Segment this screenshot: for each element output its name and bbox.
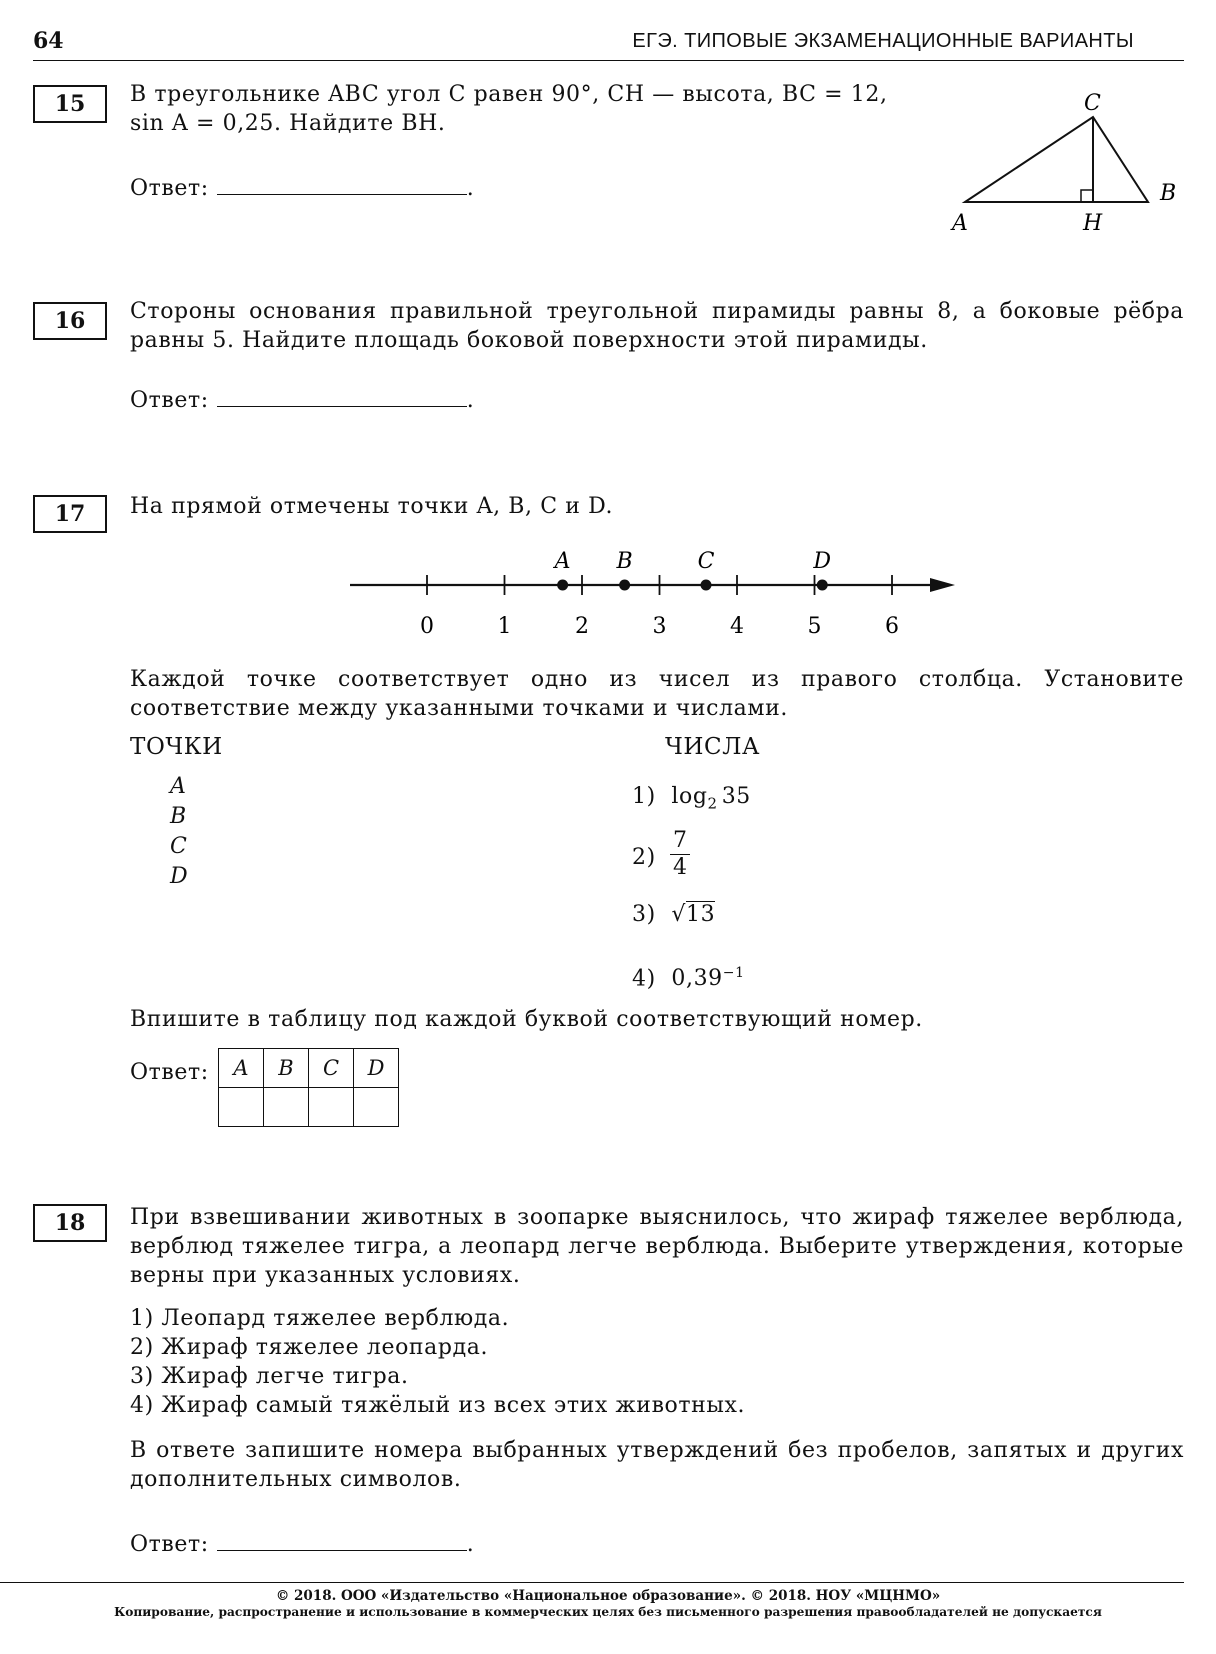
table-instruction: Впишите в таблицу под каждой буквой соответствующий номер. — [130, 1007, 923, 1032]
task18-line2: верблюд тяжелее тигра, а леопард легче верблюда. Выберите утверждения, которые — [130, 1234, 1184, 1259]
point-b: B — [170, 804, 187, 829]
answer-table — [218, 1048, 399, 1127]
vertex-label-a: A — [952, 211, 968, 236]
task15-line2: sin A = 0,25. Найдите BH. — [130, 111, 446, 136]
answer-line[interactable] — [217, 176, 467, 195]
answer-cell-b[interactable] — [264, 1088, 309, 1127]
task16-text: Стороны основания правильной треугольной пирамиды равны 8, а боковые рёбра равны 5. Найдите площадь боковой поверхности этой пирамиды. — [130, 299, 1184, 353]
answer-label: Ответ: — [130, 176, 209, 201]
task17-number-box: 17 — [33, 495, 107, 533]
number-line-point-label: D — [813, 549, 832, 574]
point-d: D — [170, 864, 189, 889]
task18-note-line1: В ответе запишите номера выбранных утверждений без пробелов, запятых и других — [130, 1438, 1184, 1463]
number-option-2-index: 2) — [632, 845, 656, 870]
log-argument: 35 — [721, 784, 751, 809]
number-line-tick-label: 0 — [420, 614, 434, 635]
fraction-numerator: 7 — [670, 828, 690, 855]
triangle-figure — [950, 80, 1190, 240]
triangle-abc — [965, 117, 1148, 202]
number-line-point — [557, 580, 568, 591]
task17-instruction-line1: Каждой точке соответствует одно из чисел из правого столбца. Установите — [130, 667, 1184, 692]
answer-cell-d[interactable] — [354, 1088, 399, 1127]
page-number: 64 — [33, 28, 64, 54]
number-line-point — [619, 580, 630, 591]
task15-line1: В треугольнике ABC угол C равен 90°, CH — высота, BC = 12, — [130, 82, 888, 107]
number-line-point-label: B — [616, 549, 633, 574]
option-index: 4) — [632, 966, 656, 992]
number-line-tick-label: 6 — [885, 614, 899, 635]
number-line-point — [701, 580, 712, 591]
task16-number-box: 16 — [33, 302, 107, 340]
task17-answer-label: Ответ: — [130, 1060, 209, 1085]
answer-table-header-d: D — [354, 1049, 399, 1088]
answer-table-input-row — [219, 1088, 399, 1127]
number-line-point — [817, 580, 828, 591]
task15-answer: Ответ: . — [130, 176, 475, 201]
answer-table-header-a: A — [219, 1049, 264, 1088]
log-base: 2 — [707, 794, 718, 813]
answer-cell-c[interactable] — [309, 1088, 354, 1127]
task18-option-3: 3) Жираф легче тигра. — [130, 1364, 409, 1389]
footer-rule — [0, 1582, 1184, 1583]
right-angle-mark — [1081, 190, 1093, 202]
task18-line1: При взвешивании животных в зоопарке выяснилось, что жираф тяжелее верблюда, — [130, 1205, 1184, 1230]
footer-line1: © 2018. ООО «Издательство «Национальное образование». © 2018. НОУ «МЦНМО» — [275, 1588, 941, 1604]
number-line — [340, 535, 980, 635]
answer-table-header-b: B — [264, 1049, 309, 1088]
number-line-tick-label: 5 — [807, 614, 822, 635]
number-line-tick-label: 3 — [652, 614, 667, 635]
power-base: 0,39 — [671, 966, 723, 992]
number-option-1 — [632, 782, 751, 818]
number-option-3 — [632, 900, 715, 929]
task16-answer: Ответ: . — [130, 388, 475, 413]
answer-line[interactable] — [217, 388, 467, 407]
answer-table-header-row — [219, 1049, 399, 1088]
vertex-label-b: B — [1160, 181, 1177, 206]
point-a: A — [170, 774, 187, 799]
task18-answer: Ответ: . — [130, 1532, 475, 1557]
header-rule — [33, 60, 1184, 61]
running-title: ЕГЭ. ТИПОВЫЕ ЭКЗАМЕНАЦИОННЫЕ ВАРИАНТЫ — [632, 30, 1134, 52]
number-line-point-label: C — [697, 549, 715, 574]
point-c: C — [170, 834, 188, 859]
number-line-point-label: A — [554, 549, 571, 574]
fraction-7-4 — [670, 828, 690, 881]
log-text: log — [671, 784, 708, 809]
number-option-4 — [632, 959, 745, 993]
answer-table-header-c: C — [309, 1049, 354, 1088]
answer-label: Ответ: — [130, 1532, 209, 1557]
vertex-label-c: C — [1084, 91, 1101, 116]
option-index: 1) — [632, 784, 656, 809]
answer-line[interactable] — [217, 1532, 467, 1551]
power-exponent: −1 — [722, 965, 745, 981]
task18-number-box: 18 — [33, 1204, 107, 1242]
number-line-arrow — [930, 578, 955, 592]
task18-line3: верны при указанных условиях. — [130, 1263, 521, 1288]
task17-intro: На прямой отмечены точки A, B, C и D. — [130, 494, 614, 519]
number-line-tick-label: 2 — [575, 614, 589, 635]
vertex-label-h: H — [1083, 211, 1103, 236]
number-line-tick-label: 1 — [497, 614, 512, 635]
answer-cell-a[interactable] — [219, 1088, 264, 1127]
col-numbers-title: ЧИСЛА — [665, 734, 761, 760]
task18-option-2: 2) Жираф тяжелее леопарда. — [130, 1335, 489, 1360]
task18-option-1: 1) Леопард тяжелее верблюда. — [130, 1306, 510, 1331]
sqrt-icon: √ — [671, 902, 686, 927]
number-line-tick-label: 4 — [730, 614, 744, 635]
option-index: 3) — [632, 902, 656, 927]
answer-label: Ответ: — [130, 388, 209, 413]
task17-instruction-line2: соответствие между указанными точками и числами. — [130, 696, 788, 721]
task15-number-box: 15 — [33, 85, 107, 123]
task18-option-4: 4) Жираф самый тяжёлый из всех этих животных. — [130, 1393, 746, 1418]
col-points-title: ТОЧКИ — [130, 734, 223, 760]
radicand: 13 — [686, 902, 716, 927]
fraction-denominator: 4 — [673, 855, 687, 880]
task18-note-line2: дополнительных символов. — [130, 1467, 462, 1492]
footer-line2: Копирование, распространение и использование в коммерческих целях без письменного разрешения правообладателей не допускается — [114, 1605, 1102, 1619]
